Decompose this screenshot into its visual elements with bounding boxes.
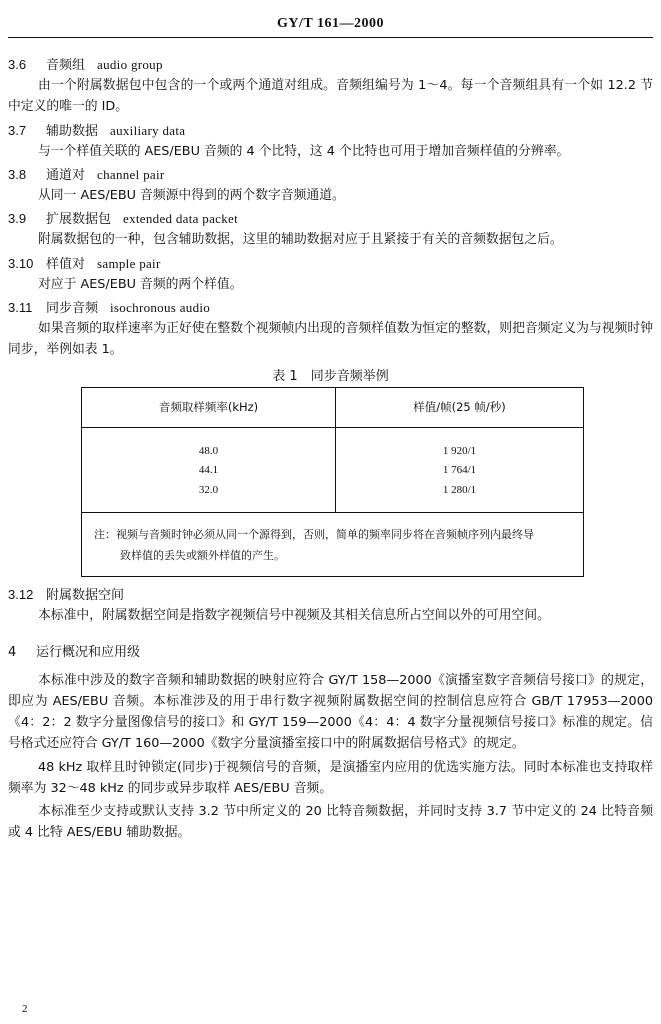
definition-3-7: 与一个样值关联的 AES/EBU 音频的 4 个比特，这 4 个比特也可用于增加音频样值的分辨率。 xyxy=(38,144,570,159)
table-note-rule xyxy=(82,512,583,513)
section-4-paragraph-3: 本标准至少支持或默认支持 3.2 节中所定义的 20 比特音频数据，并同时支持 3.7 节中定义的 24 比特音频或 4 比特 AES/EBU 辅助数据。 xyxy=(8,804,653,840)
term-en: auxiliary data xyxy=(110,123,186,138)
term-zh: 通道对 xyxy=(46,168,86,183)
term-zh: 附属数据空间 xyxy=(46,588,125,603)
table-header-rule xyxy=(82,427,583,428)
definition-3-11: 如果音频的取样速率为正好使在整数个视频帧内出现的音频样值数为恒定的整数，则把音频定义为与视频时钟同步，举例如表 1。 xyxy=(8,321,653,357)
term-zh: 辅助数据 xyxy=(46,124,99,139)
term-3-10 xyxy=(8,253,161,272)
term-number: 3.8 xyxy=(8,167,27,182)
term-number: 3.10 xyxy=(8,256,34,271)
section-4-paragraph-2: 48 kHz 取样且时钟锁定(同步)于视频信号的音频，是演播室内应用的优选实施方法。同时本标准也支持取样频率为 32～48 kHz 的同步或异步取样 AES/EBU 音频。 xyxy=(8,760,653,796)
term-en: audio group xyxy=(97,57,163,72)
table-header-samples: 样值/帧(25 帧/秒) xyxy=(413,400,506,414)
term-en: sample pair xyxy=(97,256,161,271)
term-number: 3.11 xyxy=(8,300,33,315)
sync-audio-table xyxy=(81,387,584,577)
definition-3-12: 本标准中，附属数据空间是指数字视频信号中视频及其相关信息所占空间以外的可用空间。 xyxy=(38,608,550,623)
page-header-title: GY/T 161—2000 xyxy=(277,16,384,31)
definition-3-10: 对应于 AES/EBU 音频的两个样值。 xyxy=(38,277,243,292)
section-title: 运行概况和应用级 xyxy=(36,645,141,660)
table-note xyxy=(94,524,574,566)
section-4-heading xyxy=(8,641,140,660)
term-3-6 xyxy=(8,54,163,73)
term-zh: 音频组 xyxy=(46,58,86,73)
term-number: 3.7 xyxy=(8,123,27,138)
term-3-9 xyxy=(8,208,238,227)
section-number: 4 xyxy=(8,645,17,660)
table-caption: 表 1 同步音频举例 xyxy=(272,369,389,384)
term-3-12 xyxy=(8,584,124,603)
term-number: 3.9 xyxy=(8,211,27,226)
term-en: channel pair xyxy=(97,167,165,182)
table-cell-samples: 1 920/1 xyxy=(442,445,477,457)
page-number: 2 xyxy=(22,1003,28,1015)
definition-3-9: 附属数据包的一种，包含辅助数据，这里的辅助数据对应于且紧接于有关的音频数据包之后。 xyxy=(38,232,563,247)
table-header-rate: 音频取样频率(kHz) xyxy=(158,400,259,414)
table-cell-samples: 1 764/1 xyxy=(442,464,477,476)
table-cell-rate: 44.1 xyxy=(198,464,219,476)
term-zh: 同步音频 xyxy=(46,301,99,316)
table-cell-rate: 32.0 xyxy=(198,484,219,496)
term-3-7 xyxy=(8,120,185,139)
section-4-paragraph-1: 本标准中涉及的数字音频和辅助数据的映射应符合 GY/T 158—2000《演播室数字音频信号接口》的规定，即应为 AES/EBU 音频。本标准涉及的用于串行数字视频附属数据空间的控制信息应符合 GB/T 17953—2000《4：2：2 数字分量图像信号的接口》和 GY/T 159—2000《4：4：4 数字分量视频信号接口》标准的规定。信号格式还应符合 GY/T 160—2000《数字分量演播室接口中的附属数据信号格式》的规定。 xyxy=(8,673,653,751)
term-number: 3.12 xyxy=(8,587,34,602)
table-note-line-2: 致样值的丢失或额外样值的产生。 xyxy=(120,549,285,562)
term-number: 3.6 xyxy=(8,57,27,72)
term-en: isochronous audio xyxy=(110,300,211,315)
term-zh: 样值对 xyxy=(46,257,86,272)
term-3-11 xyxy=(8,297,210,316)
header-rule xyxy=(8,37,653,38)
table-cell-samples: 1 280/1 xyxy=(442,484,477,496)
term-3-8 xyxy=(8,164,165,183)
definition-3-6: 由一个附属数据包中包含的一个或两个通道对组成。音频组编号为 1～4。每一个音频组具有一个如 12.2 节中定义的唯一的 ID。 xyxy=(8,78,653,114)
term-en: extended data packet xyxy=(123,211,239,226)
table-note-line-1: 注：视频与音频时钟必须从同一个源得到，否则，简单的频率同步将在音频帧序列内最终导 xyxy=(94,528,534,541)
definition-3-8: 从同一 AES/EBU 音频源中得到的两个数字音频通道。 xyxy=(38,188,345,203)
term-zh: 扩展数据包 xyxy=(46,212,112,227)
table-cell-rate: 48.0 xyxy=(198,445,219,457)
